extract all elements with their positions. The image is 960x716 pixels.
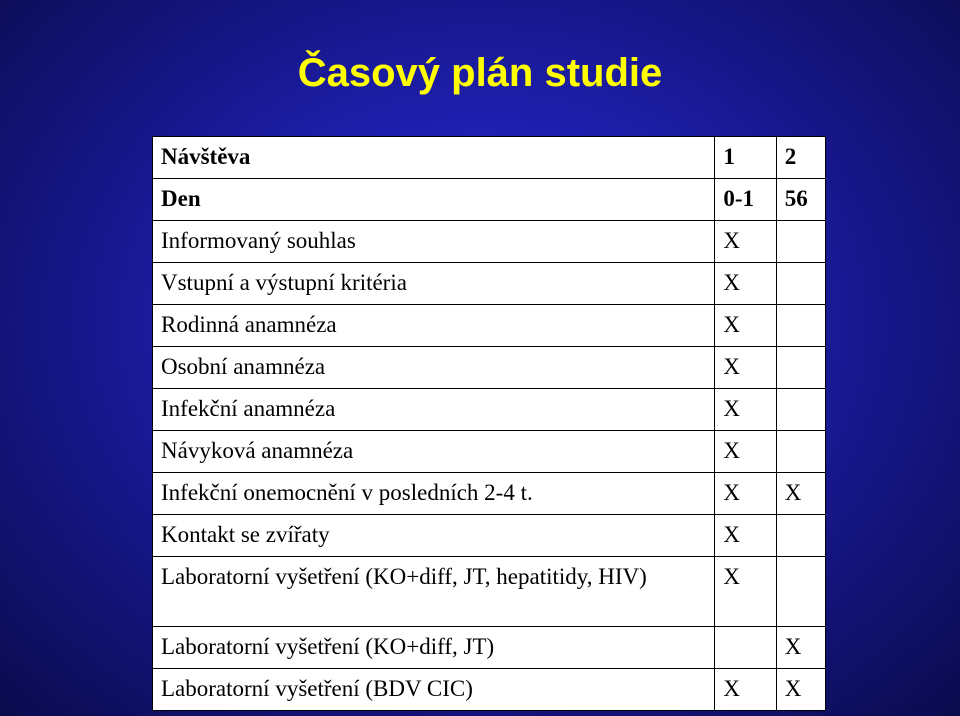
table-header-row <box>153 137 826 179</box>
table-row <box>153 473 826 515</box>
row-visit-1-cell: X <box>715 263 776 305</box>
row-visit-2-cell: X <box>776 627 825 669</box>
row-label: Informovaný souhlas <box>153 221 715 263</box>
row-visit-2-cell <box>776 305 825 347</box>
header-visit-1: 1 <box>715 137 776 179</box>
study-schedule-table <box>152 136 826 711</box>
row-visit-2-cell <box>776 263 825 305</box>
row-label: Den <box>153 179 715 221</box>
table-row <box>153 347 826 389</box>
row-visit-2-cell <box>776 347 825 389</box>
row-label: Laboratorní vyšetření (KO+diff, JT, hepatitidy, HIV) <box>153 557 715 627</box>
row-visit-1-cell: X <box>715 389 776 431</box>
row-label: Rodinná anamnéza <box>153 305 715 347</box>
table-row <box>153 179 826 221</box>
table-row <box>153 221 826 263</box>
row-visit-1-cell: X <box>715 669 776 711</box>
row-label: Infekční anamnéza <box>153 389 715 431</box>
row-label: Osobní anamnéza <box>153 347 715 389</box>
table-row <box>153 627 826 669</box>
header-label: Návštěva <box>153 137 715 179</box>
row-label: Návyková anamnéza <box>153 431 715 473</box>
header-visit-2: 2 <box>776 137 825 179</box>
row-visit-2-cell: X <box>776 669 825 711</box>
row-label: Laboratorní vyšetření (KO+diff, JT) <box>153 627 715 669</box>
row-visit-1-cell: X <box>715 473 776 515</box>
row-visit-2-cell <box>776 557 825 627</box>
table-row <box>153 389 826 431</box>
row-visit-1-cell: X <box>715 305 776 347</box>
row-label: Infekční onemocnění v posledních 2-4 t. <box>153 473 715 515</box>
row-visit-1-cell: X <box>715 431 776 473</box>
table-row <box>153 263 826 305</box>
table-row <box>153 669 826 711</box>
row-visit-1-cell: 0-1 <box>715 179 776 221</box>
table-row <box>153 305 826 347</box>
row-visit-2-cell <box>776 221 825 263</box>
row-label: Laboratorní vyšetření (BDV CIC) <box>153 669 715 711</box>
row-label: Kontakt se zvířaty <box>153 515 715 557</box>
row-visit-2-cell <box>776 515 825 557</box>
row-visit-1-cell: X <box>715 221 776 263</box>
row-label: Vstupní a výstupní kritéria <box>153 263 715 305</box>
row-visit-1-cell: X <box>715 347 776 389</box>
table-row <box>153 515 826 557</box>
page-title: Časový plán studie <box>297 51 663 95</box>
row-visit-1-cell: X <box>715 515 776 557</box>
row-visit-2-cell <box>776 389 825 431</box>
row-visit-1-cell <box>715 627 776 669</box>
row-visit-1-cell: X <box>715 557 776 627</box>
table-row <box>153 557 826 627</box>
row-visit-2-cell: 56 <box>776 179 825 221</box>
table-row <box>153 431 826 473</box>
row-visit-2-cell: X <box>776 473 825 515</box>
row-visit-2-cell <box>776 431 825 473</box>
